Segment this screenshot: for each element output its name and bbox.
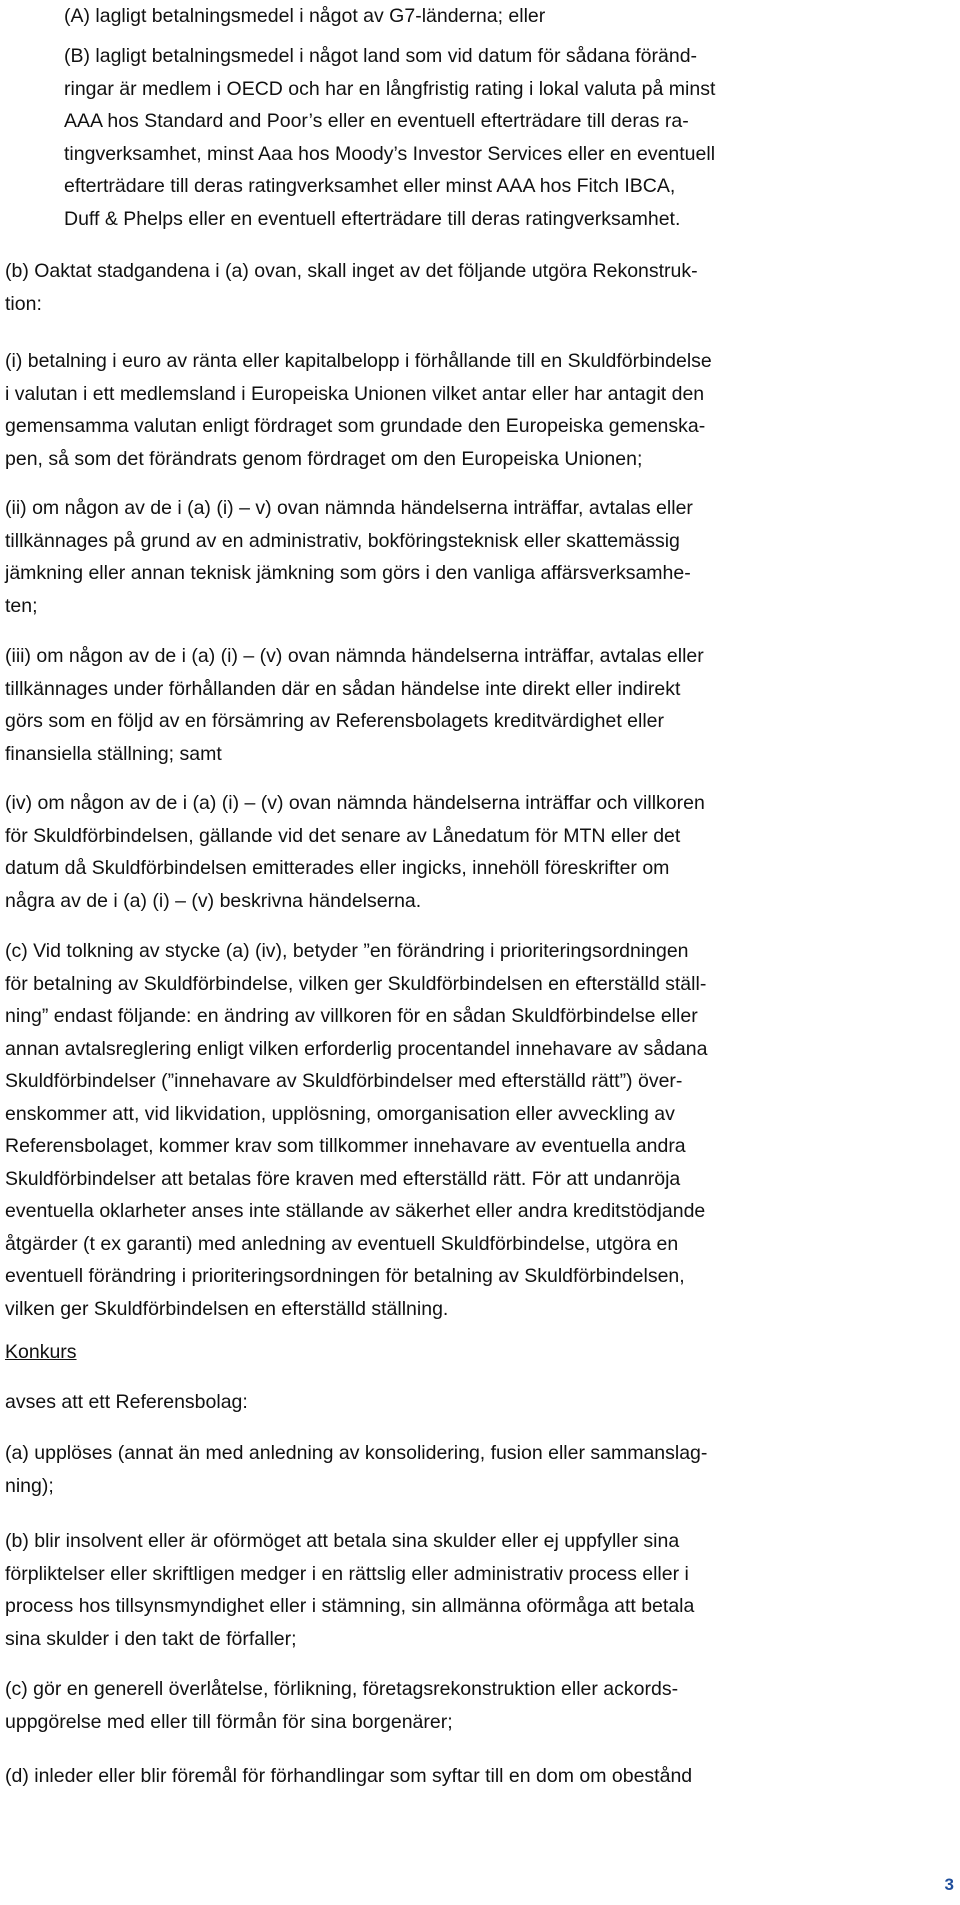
text-line: eventuella oklarheter anses inte ställande av säkerhet eller andra kreditstödjande <box>5 1200 706 1222</box>
text-line: avses att ett Referensbolag: <box>5 1391 248 1413</box>
text-line: Duff & Phelps eller en eventuell efterträdare till deras ratingverksamhet. <box>64 207 681 230</box>
paragraph-iii <box>5 640 840 770</box>
text-line: sina skulder i den takt de förfaller; <box>5 1627 297 1650</box>
text-line: tillkännages under förhållanden där en sådan händelse inte direkt eller indirekt <box>5 677 681 700</box>
text-line: ning); <box>5 1474 54 1497</box>
text-line: i valutan i ett medlemsland i Europeiska Unionen vilket antar eller har antagit den <box>5 382 705 405</box>
text-line: enskommer att, vid likvidation, upplösning, omorganisation eller avveckling av <box>5 1102 675 1125</box>
text-line: process hos tillsynsmyndighet eller i stämning, sin allmänna oförmåga att betala <box>5 1595 695 1617</box>
page-number: 3 <box>944 1875 954 1894</box>
text-line: Referensbolaget, kommer krav som tillkommer innehavare av eventuella andra <box>5 1135 686 1157</box>
paragraph-g7 <box>64 0 854 33</box>
text-line: datum då Skuldförbindelsen emitterades eller ingicks, innehöll föreskrifter om <box>5 857 670 879</box>
text-line: åtgärder (t ex garanti) med anledning av eventuell Skuldförbindelse, utgöra en <box>5 1232 679 1255</box>
text-line: (i) betalning i euro av ränta eller kapitalbelopp i förhållande till en Skuldförbindelse <box>5 350 712 372</box>
text-line: (A) lagligt betalningsmedel i något av G7-länderna; eller <box>64 5 546 27</box>
text-line: ning” endast följande: en ändring av villkoren för en sådan Skuldförbindelse eller <box>5 1005 698 1027</box>
text-line: för Skuldförbindelsen, gällande vid det senare av Lånedatum för MTN eller det <box>5 824 681 847</box>
text-line: ringar är medlem i OECD och har en långfristig rating i lokal valuta på minst <box>64 77 716 100</box>
text-line: annan avtalsreglering enligt vilken erforderlig procentandel innehavare av sådana <box>5 1037 708 1060</box>
text-line: Skuldförbindelser (”innehavare av Skuldförbindelser med efterställd rätt”) över- <box>5 1070 683 1092</box>
paragraph-oecd <box>64 40 854 235</box>
heading-text: Konkurs <box>5 1341 77 1363</box>
text-line: gemensamma valutan enligt fördraget som grundade den Europeiska gemenska- <box>5 415 706 437</box>
text-line: (a) upplöses (annat än med anledning av konsolidering, fusion eller sammanslag- <box>5 1442 708 1464</box>
paragraph-b-insolvent <box>5 1525 840 1655</box>
text-line: görs som en följd av en försämring av Referensbolagets kreditvärdighet eller <box>5 710 665 732</box>
paragraph-b-oaktat <box>5 255 840 320</box>
text-line: (c) gör en generell överlåtelse, förlikning, företagsrekonstruktion eller ackords- <box>5 1678 679 1700</box>
paragraph-iv <box>5 787 840 917</box>
text-line: efterträdare till deras ratingverksamhet eller minst AAA hos Fitch IBCA, <box>64 175 676 197</box>
paragraph-d-inleder <box>5 1760 840 1793</box>
text-line: (iv) om någon av de i (a) (i) – (v) ovan nämnda händelserna inträffar och villkoren <box>5 792 705 814</box>
text-line: (b) Oaktat stadgandena i (a) ovan, skall inget av det följande utgöra Rekonstruk- <box>5 260 698 282</box>
text-line: (d) inleder eller blir föremål för förhandlingar som syftar till en dom om obestånd <box>5 1765 693 1787</box>
paragraph-c-overlatelse <box>5 1673 840 1738</box>
text-line: (c) Vid tolkning av stycke (a) (iv), betyder ”en förändring i prioriteringsordningen <box>5 940 689 962</box>
text-line: uppgörelse med eller till förmån för sina borgenärer; <box>5 1710 453 1733</box>
text-line: finansiella ställning; samt <box>5 742 222 765</box>
text-line: några av de i (a) (i) – (v) beskrivna händelserna. <box>5 889 422 912</box>
text-line: Skuldförbindelser att betalas före kraven med efterställd rätt. För att undanröja <box>5 1167 681 1190</box>
text-line: (b) blir insolvent eller är oförmöget att betala sina skulder eller ej uppfyller sina <box>5 1530 680 1552</box>
paragraph-ii <box>5 492 840 622</box>
text-line: förpliktelser eller skriftligen medger i en rättslig eller administrativ process eller i <box>5 1562 689 1585</box>
text-line: AAA hos Standard and Poor’s eller en eventuell efterträdare till deras ra- <box>64 110 689 132</box>
text-line: (iii) om någon av de i (a) (i) – (v) ovan nämnda händelserna inträffar, avtalas eller <box>5 645 704 667</box>
section-heading-konkurs <box>5 1336 840 1369</box>
text-line: jämkning eller annan teknisk jämkning som görs i den vanliga affärsverksamhe- <box>5 562 691 584</box>
text-line: vilken ger Skuldförbindelsen en efterställd ställning. <box>5 1297 449 1320</box>
paragraph-c <box>5 935 840 1325</box>
paragraph-a-upploses <box>5 1437 840 1502</box>
text-line: ten; <box>5 594 38 617</box>
paragraph-i-euro <box>5 345 840 475</box>
paragraph-avses <box>5 1386 840 1419</box>
text-line: tingverksamhet, minst Aaa hos Moody’s Investor Services eller en eventuell <box>64 142 716 165</box>
text-line: tillkännages på grund av en administrativ, bokföringsteknisk eller skattemässig <box>5 529 680 552</box>
text-line: för betalning av Skuldförbindelse, vilken ger Skuldförbindelsen en efterställd ställ- <box>5 972 707 995</box>
text-line: tion: <box>5 292 42 315</box>
text-line: eventuell förändring i prioriteringsordningen för betalning av Skuldförbindelsen, <box>5 1265 685 1287</box>
text-line: pen, så som det förändrats genom fördraget om den Europeiska Unionen; <box>5 447 643 470</box>
text-line: (ii) om någon av de i (a) (i) – v) ovan nämnda händelserna inträffar, avtalas eller <box>5 497 693 519</box>
text-line: (B) lagligt betalningsmedel i något land som vid datum för sådana föränd- <box>64 45 698 67</box>
